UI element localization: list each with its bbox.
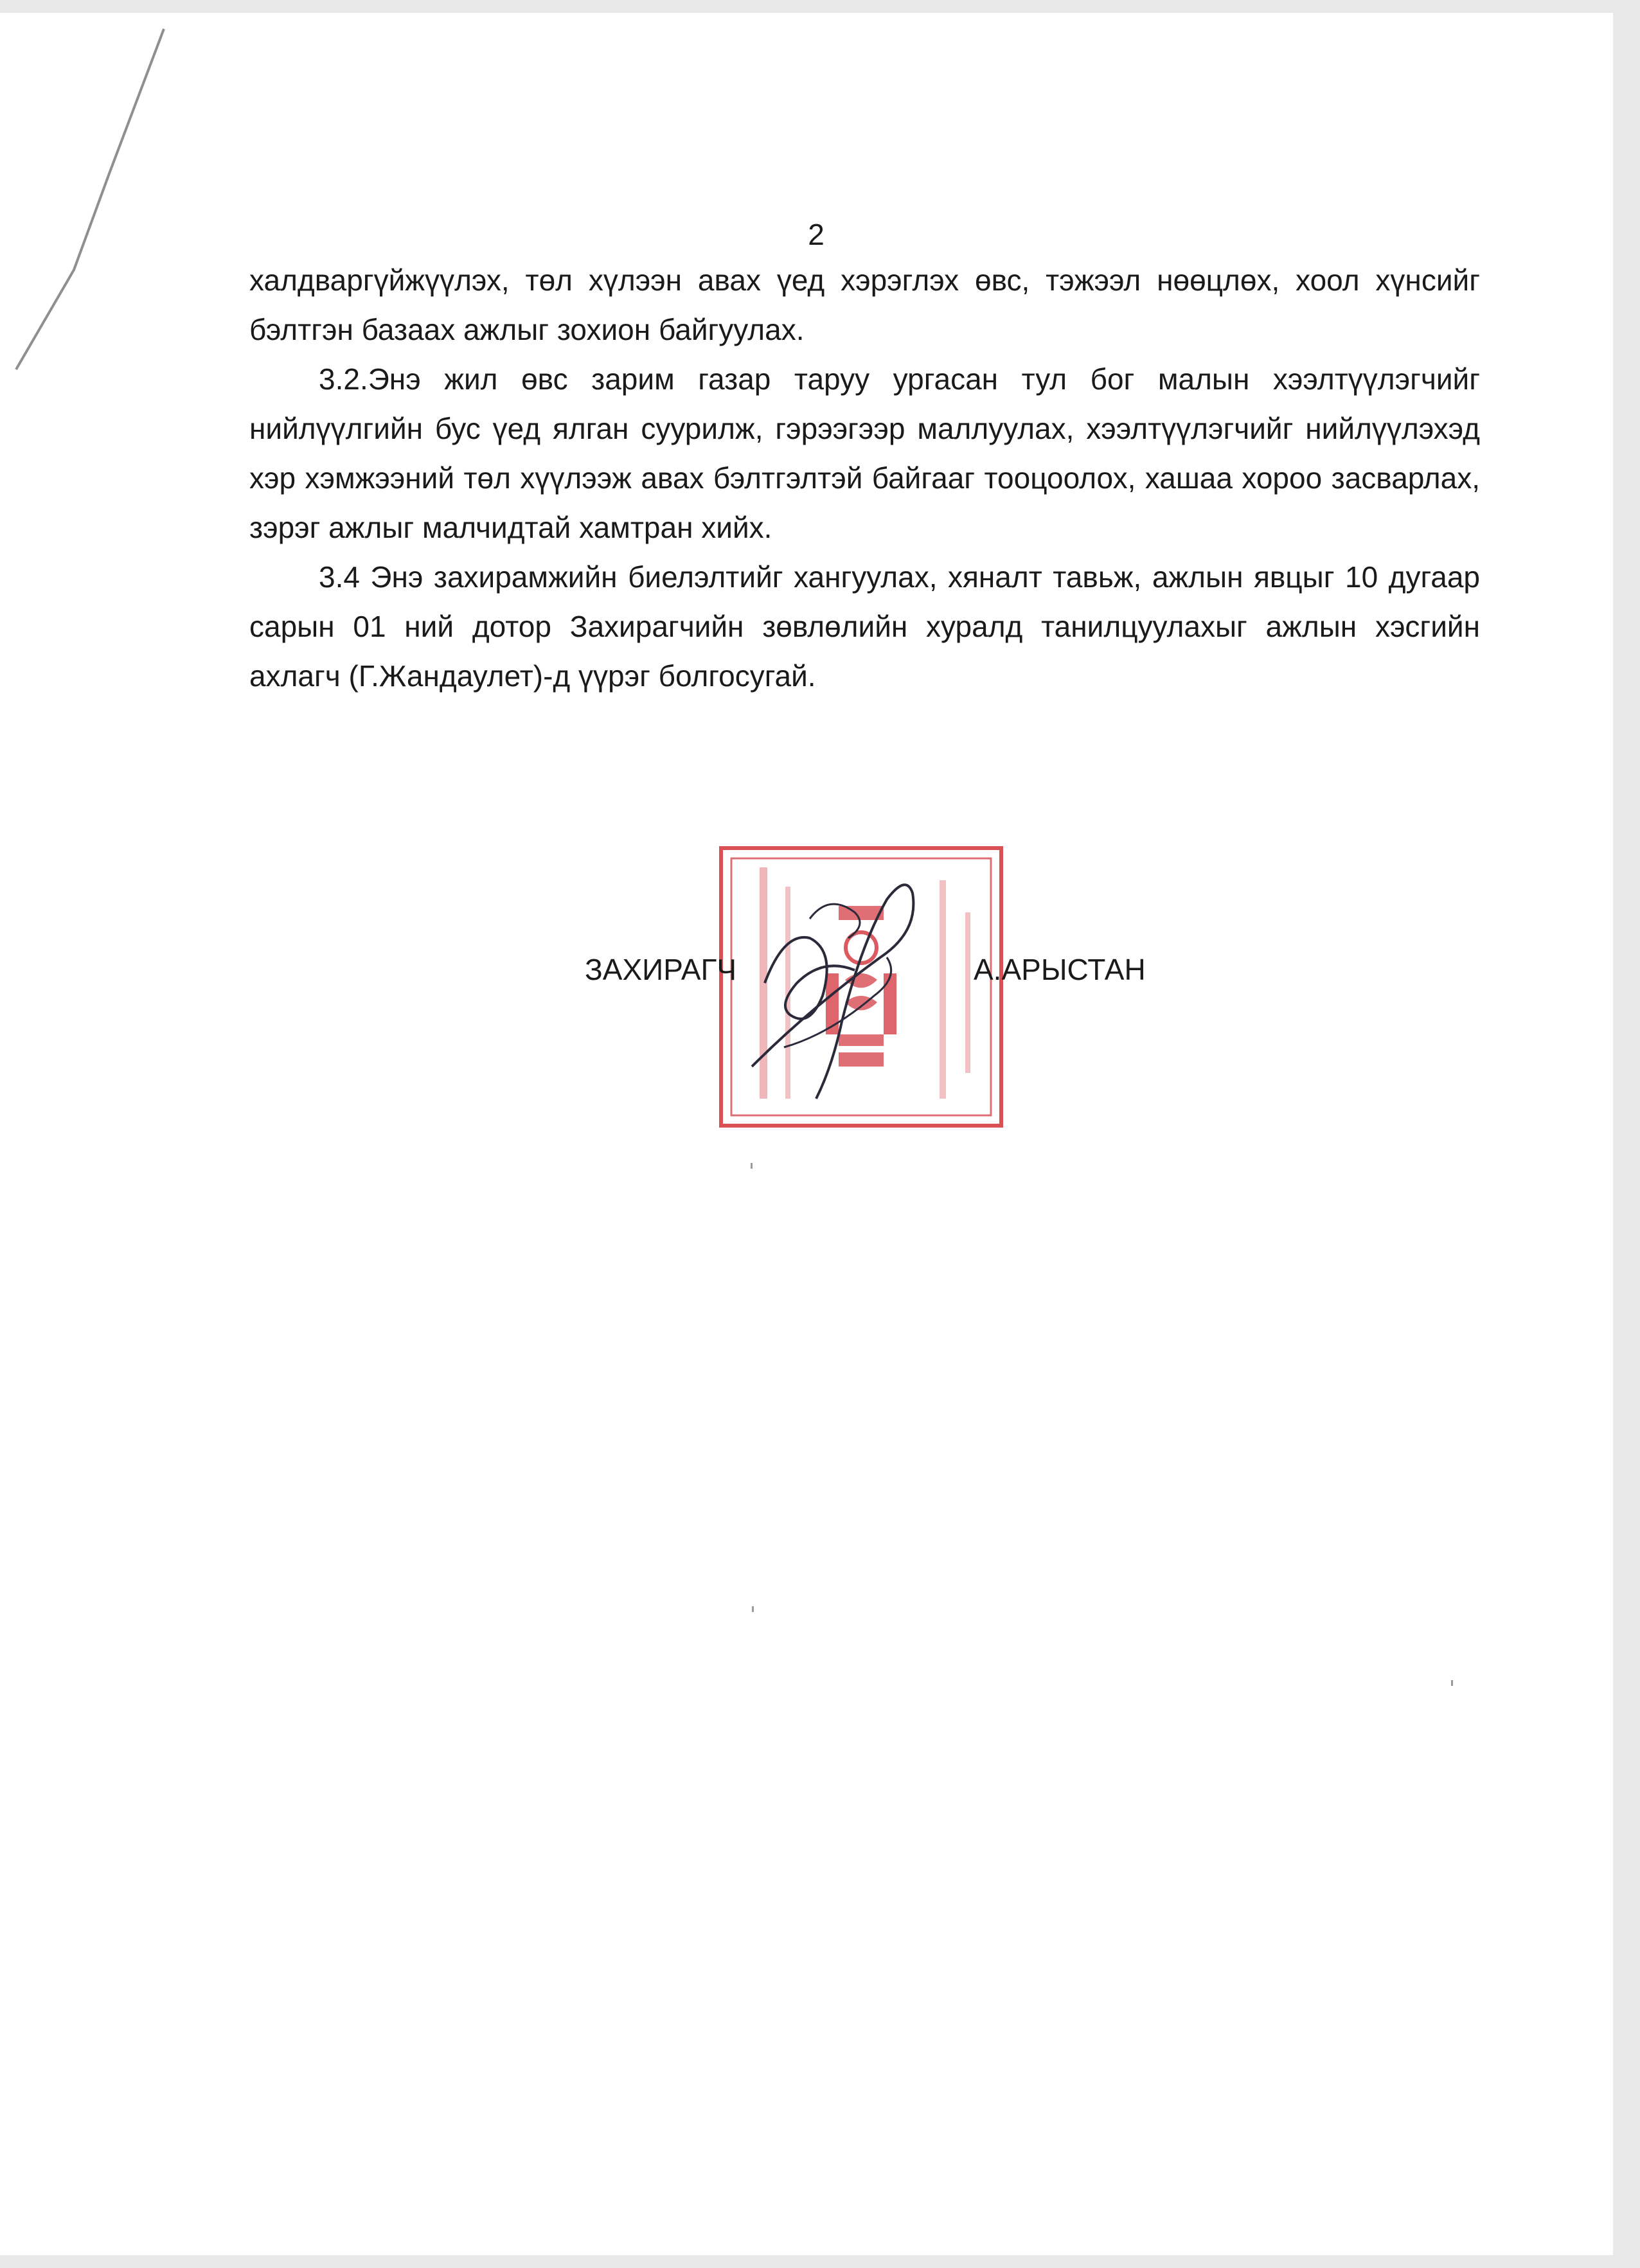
document-body <box>249 256 1480 701</box>
paragraph-continuation: халдваргүйжүүлэх, төл хүлээн авах үед хэрэглэх өвс, тэжээл нөөцлөх, хоол хүнсийг бэлтгэн базаах ажлыг зохион байгуулах. <box>249 263 1480 346</box>
scan-speck <box>751 1163 753 1169</box>
official-seal-stamp <box>713 842 1009 1131</box>
paragraph-3-2: 3.2.Энэ жил өвс зарим газар таруу ургасан тул бог малын хээлтүүлэгчийг нийлүүлгийн бус үед ялган суурилж, гэрээгээр маллуулах, хээлтүүлэгчийг нийлүүлэхэд хэр хэмжээний төл хүүлээж авах бэлтгэлтэй байгааг тооцоолох, хашаа хороо засварлах, зэрэг ажлыг малчидтай хамтран хийх. <box>249 362 1480 544</box>
scan-speck <box>1451 1680 1453 1686</box>
document-page <box>0 13 1613 2255</box>
paragraph-3-4: 3.4 Энэ захирамжийн биелэлтийг хангуулах, хяналт тавьж, ажлын явцыг 10 дугаар сарын 01 ний дотор Захирагчийн зөвлөлийн хуралд танилцуулахыг ажлын хэсгийн ахлагч (Г.Жандаулет)-д үүрэг болгосугай. <box>249 560 1480 693</box>
handwritten-signature <box>726 855 958 1124</box>
scan-edge-line <box>13 26 167 373</box>
page-number: 2 <box>808 218 824 251</box>
scan-speck <box>752 1606 754 1612</box>
signer-title: ЗАХИРАГЧ <box>585 953 737 986</box>
signer-name: А.АРЫСТАН <box>974 953 1146 986</box>
